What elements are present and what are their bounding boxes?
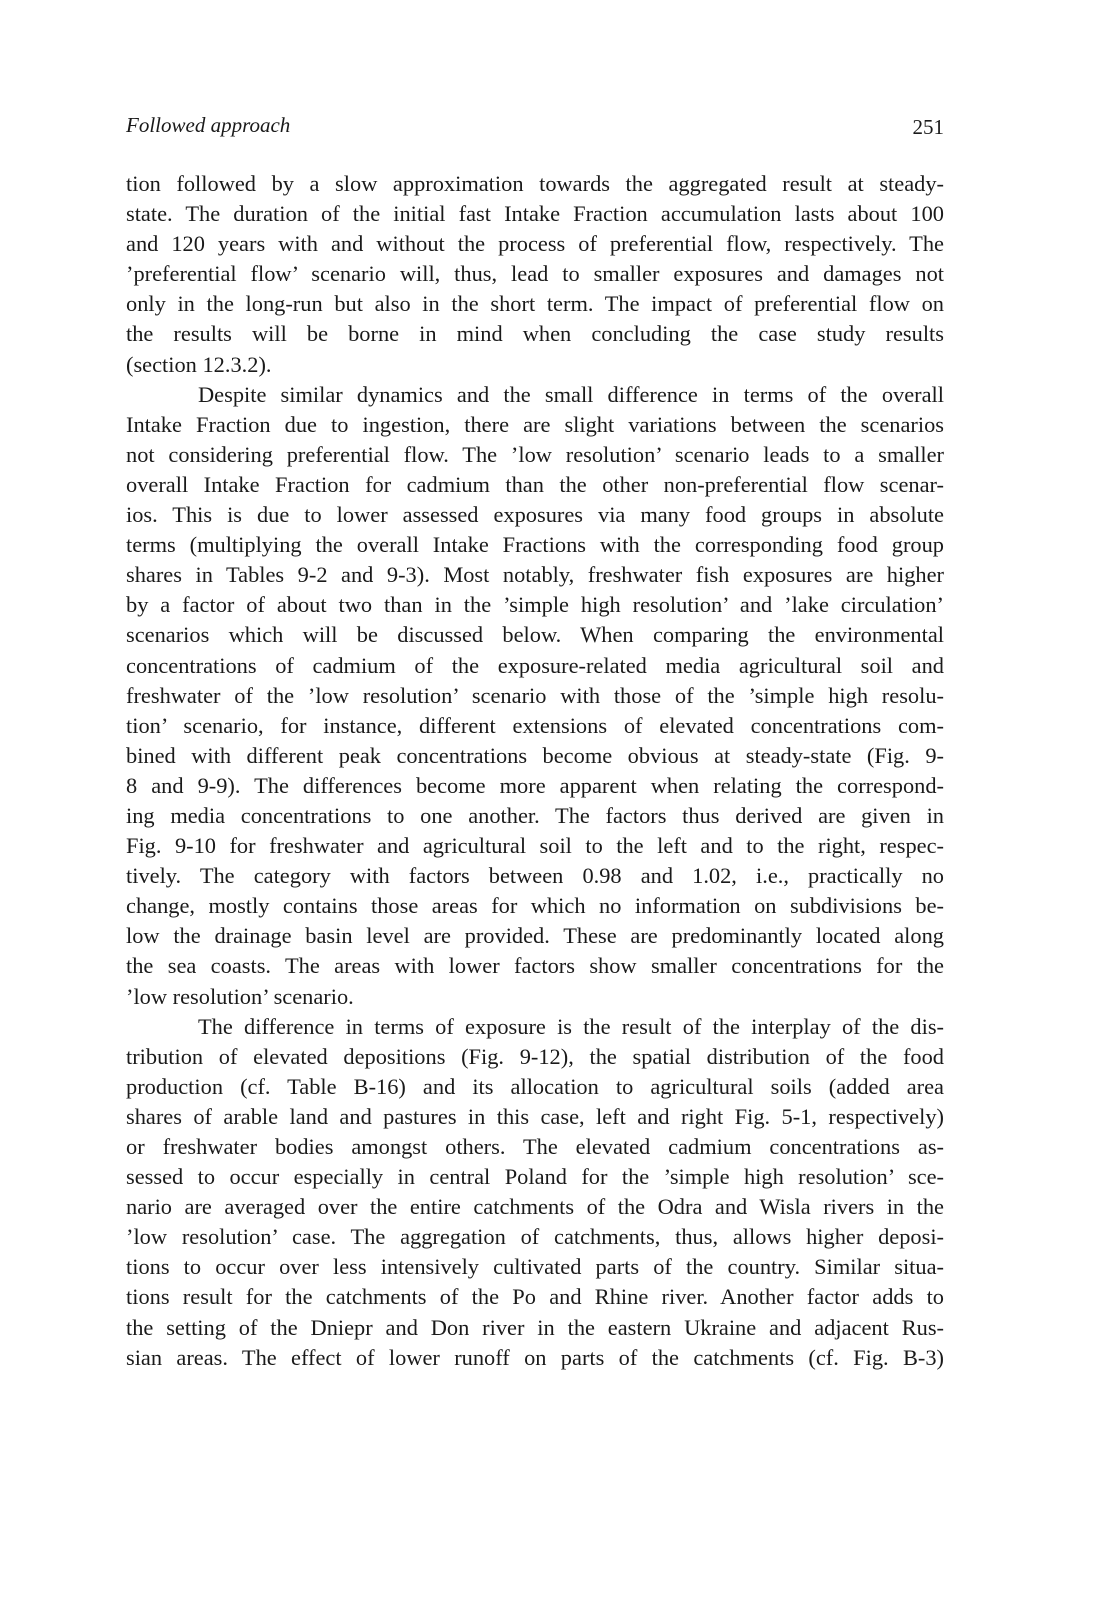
text-line: ing media concentrations to one another. The factors thus derived are given in xyxy=(126,802,944,828)
text-line: sessed to occur especially in central Poland for the ’simple high resolution’ sce- xyxy=(126,1164,944,1190)
text-line: change, mostly contains those areas for which no information on subdivisions be- xyxy=(126,893,944,919)
text-line: ’low resolution’ scenario. xyxy=(126,983,354,1009)
body-text xyxy=(126,169,944,1373)
text-line: overall Intake Fraction for cadmium than the other non-preferential flow scenar- xyxy=(126,471,944,497)
paragraph xyxy=(126,1012,944,1373)
text-line: Intake Fraction due to ingestion, there are slight variations between the scenarios xyxy=(126,411,944,437)
text-line: Fig. 9-10 for freshwater and agricultural soil to the left and to the right, respec- xyxy=(126,833,944,859)
text-line: state. The duration of the initial fast Intake Fraction accumulation lasts about 100 xyxy=(126,201,944,227)
text-line: ’low resolution’ case. The aggregation of catchments, thus, allows higher deposi- xyxy=(126,1224,944,1250)
text-line: or freshwater bodies amongst others. The elevated cadmium concentrations as- xyxy=(126,1134,944,1159)
text-line: Despite similar dynamics and the small difference in terms of the overall xyxy=(198,381,944,407)
page-number: 251 xyxy=(912,115,944,139)
text-line: tions result for the catchments of the Po and Rhine river. Another factor adds to xyxy=(126,1284,944,1310)
paragraph xyxy=(126,169,944,380)
text-line: low the drainage basin level are provided. These are predominantly located along xyxy=(126,923,944,949)
text-line: tively. The category with factors between 0.98 and 1.02, i.e., practically no xyxy=(126,863,944,889)
text-line: ios. This is due to lower assessed exposures via many food groups in absolute xyxy=(126,502,944,528)
text-line: the results will be borne in mind when concluding the case study results xyxy=(126,321,944,347)
text-line: and 120 years with and without the process of preferential flow, respectively. The xyxy=(126,231,944,257)
text-line: tion followed by a slow approximation towards the aggregated result at steady- xyxy=(126,171,944,196)
text-line: bined with different peak concentrations become obvious at steady-state (Fig. 9- xyxy=(126,742,944,768)
running-header xyxy=(126,112,944,142)
text-line: tions to occur over less intensively cultivated parts of the country. Similar situa- xyxy=(126,1254,944,1280)
text-line: sian areas. The effect of lower runoff on parts of the catchments (cf. Fig. B-3) xyxy=(126,1344,944,1370)
text-line: nario are averaged over the entire catchments of the Odra and Wisla rivers in the xyxy=(126,1194,944,1220)
text-line: 8 and 9-9). The differences become more apparent when relating the correspond- xyxy=(126,772,944,798)
text-line: The difference in terms of exposure is the result of the interplay of the dis- xyxy=(198,1013,944,1039)
text-line: scenarios which will be discussed below. When comparing the environmental xyxy=(126,622,944,648)
paragraph xyxy=(126,380,944,1012)
text-line: not considering preferential flow. The ’low resolution’ scenario leads to a smaller xyxy=(126,441,944,467)
text-line: concentrations of cadmium of the exposure-related media agricultural soil and xyxy=(126,652,944,678)
text-line: tribution of elevated depositions (Fig. 9-12), the spatial distribution of the food xyxy=(126,1043,944,1069)
text-line: (section 12.3.2). xyxy=(126,351,272,377)
text-line: production (cf. Table B-16) and its allocation to agricultural soils (added area xyxy=(126,1073,944,1099)
text-line: by a factor of about two than in the ’simple high resolution’ and ’lake circulation’ xyxy=(126,592,944,618)
text-line: ’preferential flow’ scenario will, thus, lead to smaller exposures and damages not xyxy=(126,261,944,287)
running-title: Followed approach xyxy=(126,113,291,137)
text-line: shares in Tables 9-2 and 9-3). Most notably, freshwater fish exposures are higher xyxy=(126,562,944,588)
text-line: the sea coasts. The areas with lower factors show smaller concentrations for the xyxy=(126,953,944,979)
text-line: tion’ scenario, for instance, different extensions of elevated concentrations com- xyxy=(126,712,944,738)
text-line: freshwater of the ’low resolution’ scenario with those of the ’simple high resolu- xyxy=(126,682,944,708)
text-line: the setting of the Dniepr and Don river in the eastern Ukraine and adjacent Rus- xyxy=(126,1314,944,1340)
text-line: terms (multiplying the overall Intake Fractions with the corresponding food group xyxy=(126,532,944,558)
text-line: only in the long-run but also in the short term. The impact of preferential flow on xyxy=(126,291,944,317)
text-line: shares of arable land and pastures in this case, left and right Fig. 5-1, respectively) xyxy=(126,1103,944,1129)
